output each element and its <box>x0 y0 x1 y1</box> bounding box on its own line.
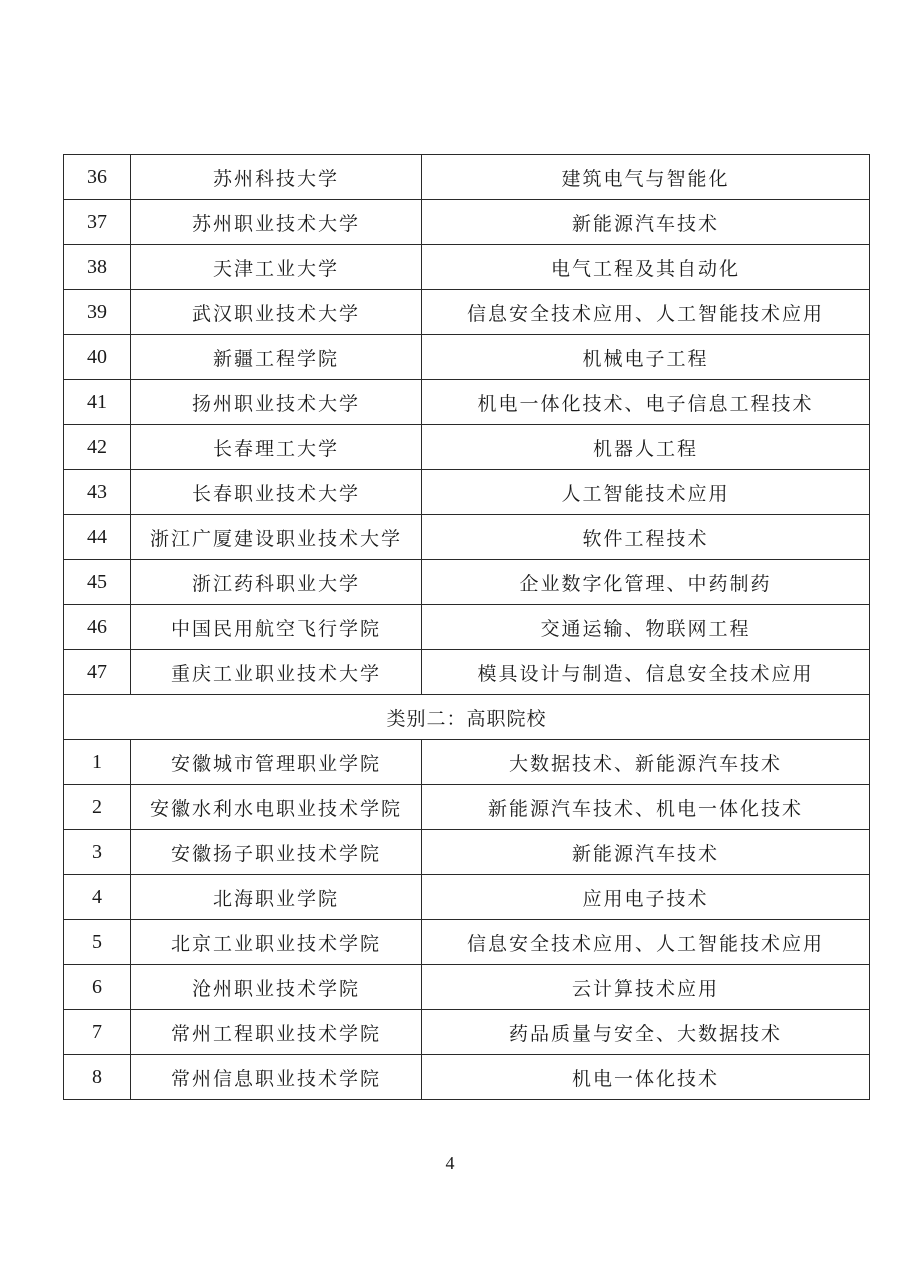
school-name-cell: 长春理工大学 <box>131 425 422 470</box>
major-cell: 新能源汽车技术 <box>422 830 870 875</box>
table-row <box>64 425 870 470</box>
row-number-cell: 47 <box>64 650 131 695</box>
major-cell: 模具设计与制造、信息安全技术应用 <box>422 650 870 695</box>
school-name-cell: 新疆工程学院 <box>131 335 422 380</box>
school-name-cell: 天津工业大学 <box>131 245 422 290</box>
major-cell: 交通运输、物联网工程 <box>422 605 870 650</box>
row-number-cell: 1 <box>64 740 131 785</box>
major-cell: 信息安全技术应用、人工智能技术应用 <box>422 920 870 965</box>
school-name-cell: 浙江药科职业大学 <box>131 560 422 605</box>
row-number-cell: 45 <box>64 560 131 605</box>
table-row <box>64 290 870 335</box>
row-number-cell: 2 <box>64 785 131 830</box>
table-row <box>64 650 870 695</box>
row-number-cell: 41 <box>64 380 131 425</box>
table-row <box>64 605 870 650</box>
row-number-cell: 42 <box>64 425 131 470</box>
table-row <box>64 1055 870 1100</box>
school-name-cell: 北京工业职业技术学院 <box>131 920 422 965</box>
major-cell: 企业数字化管理、中药制药 <box>422 560 870 605</box>
major-cell: 大数据技术、新能源汽车技术 <box>422 740 870 785</box>
table-row <box>64 965 870 1010</box>
table-body-part-a <box>64 155 870 695</box>
school-name-cell: 浙江广厦建设职业技术大学 <box>131 515 422 560</box>
row-number-cell: 4 <box>64 875 131 920</box>
school-name-cell: 武汉职业技术大学 <box>131 290 422 335</box>
school-name-cell: 常州工程职业技术学院 <box>131 1010 422 1055</box>
major-cell: 机电一体化技术、电子信息工程技术 <box>422 380 870 425</box>
table-row <box>64 785 870 830</box>
school-name-cell: 安徽城市管理职业学院 <box>131 740 422 785</box>
school-name-cell: 中国民用航空飞行学院 <box>131 605 422 650</box>
table-row <box>64 335 870 380</box>
table-row <box>64 380 870 425</box>
table-row <box>64 245 870 290</box>
row-number-cell: 39 <box>64 290 131 335</box>
section-title: 类别二：高职院校 <box>64 695 870 740</box>
major-cell: 人工智能技术应用 <box>422 470 870 515</box>
major-cell: 信息安全技术应用、人工智能技术应用 <box>422 290 870 335</box>
table-row <box>64 920 870 965</box>
row-number-cell: 36 <box>64 155 131 200</box>
row-number-cell: 7 <box>64 1010 131 1055</box>
school-name-cell: 长春职业技术大学 <box>131 470 422 515</box>
major-cell: 电气工程及其自动化 <box>422 245 870 290</box>
row-number-cell: 43 <box>64 470 131 515</box>
major-cell: 建筑电气与智能化 <box>422 155 870 200</box>
table-row <box>64 470 870 515</box>
section-header-row <box>64 695 870 740</box>
table-row <box>64 515 870 560</box>
row-number-cell: 40 <box>64 335 131 380</box>
table-row <box>64 200 870 245</box>
major-cell: 机器人工程 <box>422 425 870 470</box>
major-cell: 新能源汽车技术、机电一体化技术 <box>422 785 870 830</box>
school-major-table <box>63 154 870 1100</box>
major-cell: 软件工程技术 <box>422 515 870 560</box>
school-name-cell: 扬州职业技术大学 <box>131 380 422 425</box>
school-name-cell: 苏州科技大学 <box>131 155 422 200</box>
major-cell: 机电一体化技术 <box>422 1055 870 1100</box>
row-number-cell: 6 <box>64 965 131 1010</box>
school-name-cell: 安徽水利水电职业技术学院 <box>131 785 422 830</box>
school-name-cell: 沧州职业技术学院 <box>131 965 422 1010</box>
table-row <box>64 875 870 920</box>
school-name-cell: 苏州职业技术大学 <box>131 200 422 245</box>
school-name-cell: 安徽扬子职业技术学院 <box>131 830 422 875</box>
major-cell: 机械电子工程 <box>422 335 870 380</box>
row-number-cell: 44 <box>64 515 131 560</box>
school-name-cell: 常州信息职业技术学院 <box>131 1055 422 1100</box>
table-body-part-b <box>64 740 870 1100</box>
row-number-cell: 38 <box>64 245 131 290</box>
table-row <box>64 830 870 875</box>
school-name-cell: 重庆工业职业技术大学 <box>131 650 422 695</box>
row-number-cell: 3 <box>64 830 131 875</box>
table-row <box>64 560 870 605</box>
row-number-cell: 8 <box>64 1055 131 1100</box>
section-header <box>64 695 870 740</box>
table-row <box>64 740 870 785</box>
row-number-cell: 37 <box>64 200 131 245</box>
school-name-cell: 北海职业学院 <box>131 875 422 920</box>
major-cell: 药品质量与安全、大数据技术 <box>422 1010 870 1055</box>
major-cell: 应用电子技术 <box>422 875 870 920</box>
table-row <box>64 1010 870 1055</box>
major-cell: 云计算技术应用 <box>422 965 870 1010</box>
row-number-cell: 5 <box>64 920 131 965</box>
page-number: 4 <box>445 1153 455 1173</box>
major-cell: 新能源汽车技术 <box>422 200 870 245</box>
row-number-cell: 46 <box>64 605 131 650</box>
table-row <box>64 155 870 200</box>
